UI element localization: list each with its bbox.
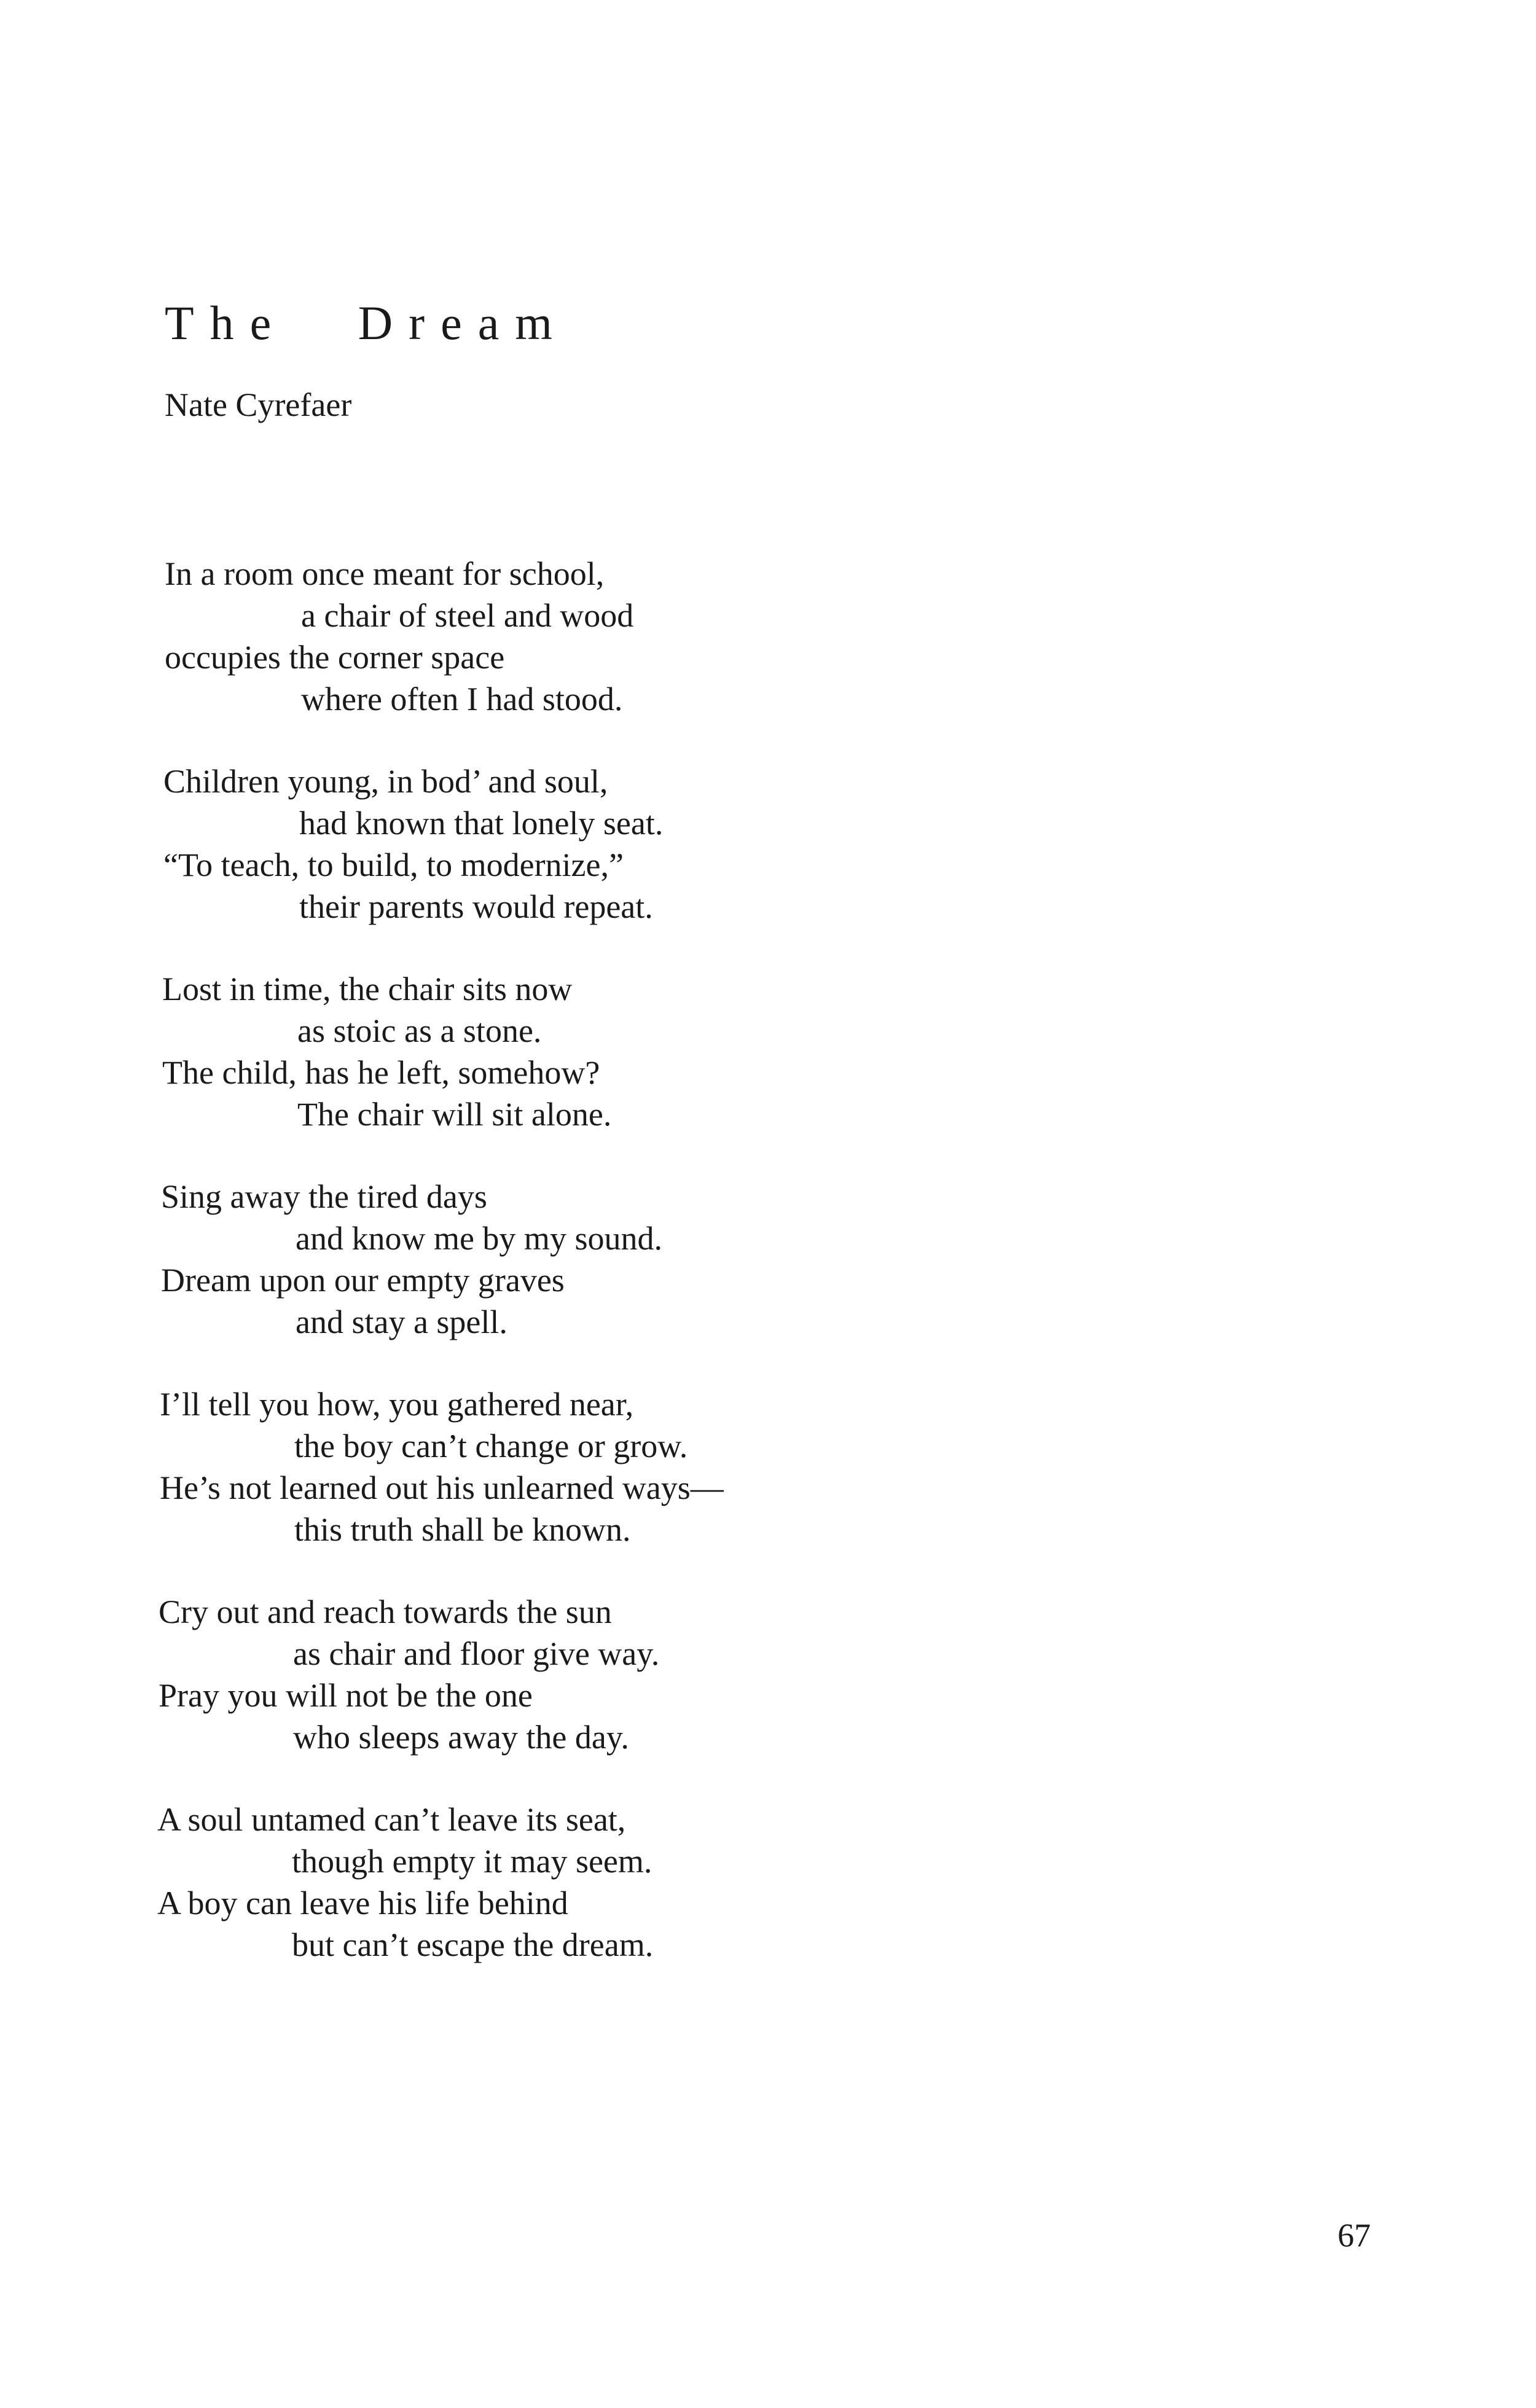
poem-line: A boy can leave his life behind [157,1885,568,1921]
poem-line: In a room once meant for school, [165,555,605,592]
poem-body [0,553,1536,2006]
poem-line: “To teach, to build, to modernize,” [163,846,624,883]
poem-line: as stoic as a stone. [297,1012,542,1049]
poem-line: I’ll tell you how, you gathered near, [160,1386,634,1423]
poem-line: where often I had stood. [301,681,623,717]
poem-line: the boy can’t change or grow. [294,1428,688,1464]
poem-line: occupies the corner space [165,639,505,676]
stanza [0,760,1536,968]
poem-line: Sing away the tired days [161,1178,487,1215]
poem-line: A soul untamed can’t leave its seat, [157,1801,626,1838]
stanza [0,553,1536,760]
stanza [0,1176,1536,1383]
poem-line: Pray you will not be the one [159,1677,533,1714]
poem-line: Lost in time, the chair sits now [162,971,573,1007]
poem-line: as chair and floor give way. [293,1635,660,1672]
poem-title: The Dream [165,296,568,350]
stanza [0,968,1536,1176]
page-number: 67 [1338,2217,1371,2254]
poem-line: had known that lonely seat. [299,805,664,842]
stanza [0,1799,1536,2006]
poem-line: who sleeps away the day. [293,1719,629,1756]
poem-line: He’s not learned out his unlearned ways— [160,1469,724,1506]
poem-line: their parents would repeat. [299,888,653,925]
poem-line: though empty it may seem. [292,1843,652,1880]
poem-line: Cry out and reach towards the sun [159,1593,612,1630]
poem-author: Nate Cyrefaer [165,386,352,423]
stanza [0,1591,1536,1799]
poem-line: Dream upon our empty graves [161,1262,565,1299]
poem-line: and stay a spell. [296,1304,507,1340]
poem-line: a chair of steel and wood [301,597,634,634]
poem-line: this truth shall be known. [294,1511,631,1548]
poem-line: The chair will sit alone. [297,1096,612,1133]
poem-line: but can’t escape the dream. [292,1926,654,1963]
stanza [0,1383,1536,1591]
poem-line: and know me by my sound. [296,1220,662,1257]
poem-line: Children young, in bod’ and soul, [163,763,608,800]
poem-line: The child, has he left, somehow? [162,1054,600,1091]
